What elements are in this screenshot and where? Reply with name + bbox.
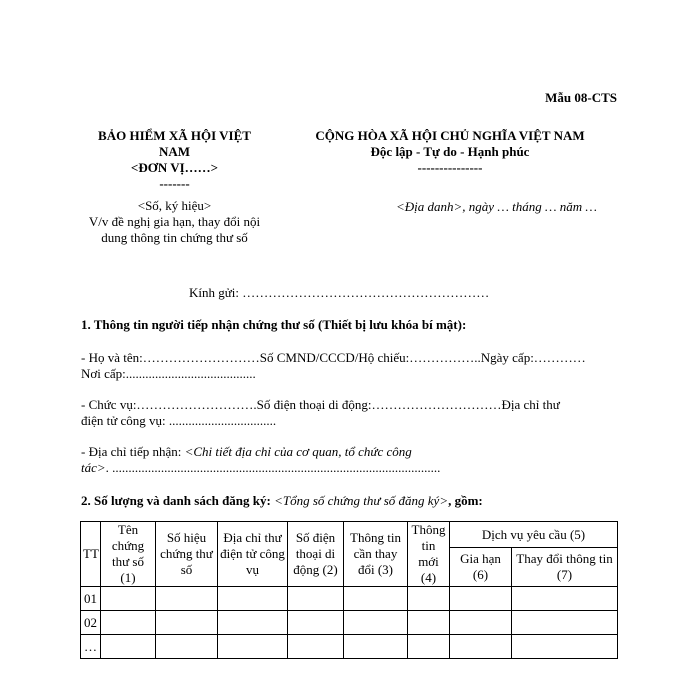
header-new-info: Thông tin mới (4) bbox=[408, 522, 450, 587]
cell-extend[interactable] bbox=[450, 587, 512, 611]
table-row bbox=[81, 611, 618, 635]
cell-cert-serial[interactable] bbox=[156, 611, 218, 635]
receiver-address-line bbox=[81, 444, 412, 460]
org-name-line2: NAM bbox=[158, 144, 191, 159]
org-name bbox=[82, 128, 267, 192]
header-mobile-phone: Số điện thoại di động (2) bbox=[288, 522, 344, 587]
cell-info-to-change[interactable] bbox=[344, 611, 408, 635]
cell-new-info[interactable] bbox=[408, 611, 450, 635]
cell-cert-name[interactable] bbox=[101, 611, 156, 635]
document-reference bbox=[72, 198, 277, 246]
section2-heading-prefix: 2. Số lượng và danh sách đăng ký: bbox=[81, 493, 275, 508]
row-number: 01 bbox=[81, 587, 101, 611]
cell-new-info[interactable] bbox=[408, 635, 450, 659]
section1-heading: 1. Thông tin người tiếp nhận chứng thư số (Thiết bị lưu khóa bí mật): bbox=[81, 317, 467, 332]
cell-extend[interactable] bbox=[450, 611, 512, 635]
section2-heading-suffix: , gồm: bbox=[448, 493, 483, 508]
cell-cert-serial[interactable] bbox=[156, 635, 218, 659]
address-dots: . ..................................................................................................... bbox=[105, 460, 441, 475]
cell-mobile-phone[interactable] bbox=[288, 587, 344, 611]
address-placeholder: <Chi tiết địa chỉ của cơ quan, tổ chức công bbox=[184, 444, 412, 459]
receiver-issue-place-line: Nơi cấp:........................................ bbox=[81, 366, 256, 381]
org-name-line1: BẢO HIỂM XÃ HỘI VIỆT bbox=[98, 128, 251, 143]
cell-info-to-change[interactable] bbox=[344, 587, 408, 611]
header-requested-service: Dịch vụ yêu cầu (5) bbox=[450, 522, 618, 548]
table-row bbox=[81, 635, 618, 659]
table-header-row-1 bbox=[81, 522, 618, 548]
header-extend: Gia hạn (6) bbox=[450, 548, 512, 587]
document-subject-line1: V/v đề nghị gia hạn, thay đổi nội bbox=[88, 214, 261, 229]
table-row bbox=[81, 587, 618, 611]
section2-heading bbox=[81, 493, 483, 509]
org-divider: ------- bbox=[159, 176, 190, 191]
cell-mobile-phone[interactable] bbox=[288, 611, 344, 635]
address-placeholder-end: tác> bbox=[81, 460, 106, 475]
form-code: Mẫu 08-CTS bbox=[545, 90, 617, 105]
cell-cert-name[interactable] bbox=[101, 635, 156, 659]
national-divider: --------------- bbox=[417, 160, 483, 175]
section2-heading-placeholder: <Tổng số chứng thư số đăng ký> bbox=[274, 493, 449, 508]
cell-cert-serial[interactable] bbox=[156, 587, 218, 611]
receiver-address-line2 bbox=[81, 460, 440, 476]
document-number: <Số, ký hiệu> bbox=[137, 198, 212, 213]
receiver-position-line: - Chức vụ:……………………….Số điện thoại di động:…………………………Địa chỉ thư bbox=[81, 397, 560, 412]
address-label: - Địa chỉ tiếp nhận: bbox=[81, 444, 185, 459]
cell-cert-name[interactable] bbox=[101, 587, 156, 611]
header-tt: TT bbox=[81, 522, 101, 587]
header-cert-serial: Số hiệu chứng thư số bbox=[156, 522, 218, 587]
header-modify-info: Thay đổi thông tin (7) bbox=[512, 548, 618, 587]
document-subject-line2: dung thông tin chứng thư số bbox=[101, 230, 248, 245]
cell-modify-info[interactable] bbox=[512, 587, 618, 611]
national-title: CỘNG HÒA XÃ HỘI CHỦ NGHĨA VIỆT NAM bbox=[315, 128, 585, 143]
receiver-email-line: điện tử công vụ: ................................. bbox=[81, 413, 277, 428]
recipient-line: Kính gửi: ………………………………………………… bbox=[189, 285, 490, 300]
registration-table bbox=[80, 521, 618, 659]
header-official-email: Địa chỉ thư điện tử công vụ bbox=[218, 522, 288, 587]
header-info-to-change: Thông tin cần thay đổi (3) bbox=[344, 522, 408, 587]
national-header bbox=[290, 128, 610, 176]
place-date: <Địa danh>, ngày … tháng … năm … bbox=[396, 199, 597, 214]
row-number: … bbox=[81, 635, 101, 659]
org-unit: <ĐƠN VỊ……> bbox=[130, 160, 219, 175]
cell-modify-info[interactable] bbox=[512, 611, 618, 635]
national-motto: Độc lập - Tự do - Hạnh phúc bbox=[370, 144, 530, 159]
cell-modify-info[interactable] bbox=[512, 635, 618, 659]
cell-new-info[interactable] bbox=[408, 587, 450, 611]
cell-official-email[interactable] bbox=[218, 587, 288, 611]
row-number: 02 bbox=[81, 611, 101, 635]
cell-extend[interactable] bbox=[450, 635, 512, 659]
receiver-name-line: - Họ và tên:………………………Số CMND/CCCD/Hộ chiếu:……………..Ngày cấp:………… bbox=[81, 350, 586, 365]
cell-official-email[interactable] bbox=[218, 611, 288, 635]
cell-official-email[interactable] bbox=[218, 635, 288, 659]
header-cert-name: Tên chứng thư số (1) bbox=[101, 522, 156, 587]
cell-mobile-phone[interactable] bbox=[288, 635, 344, 659]
cell-info-to-change[interactable] bbox=[344, 635, 408, 659]
